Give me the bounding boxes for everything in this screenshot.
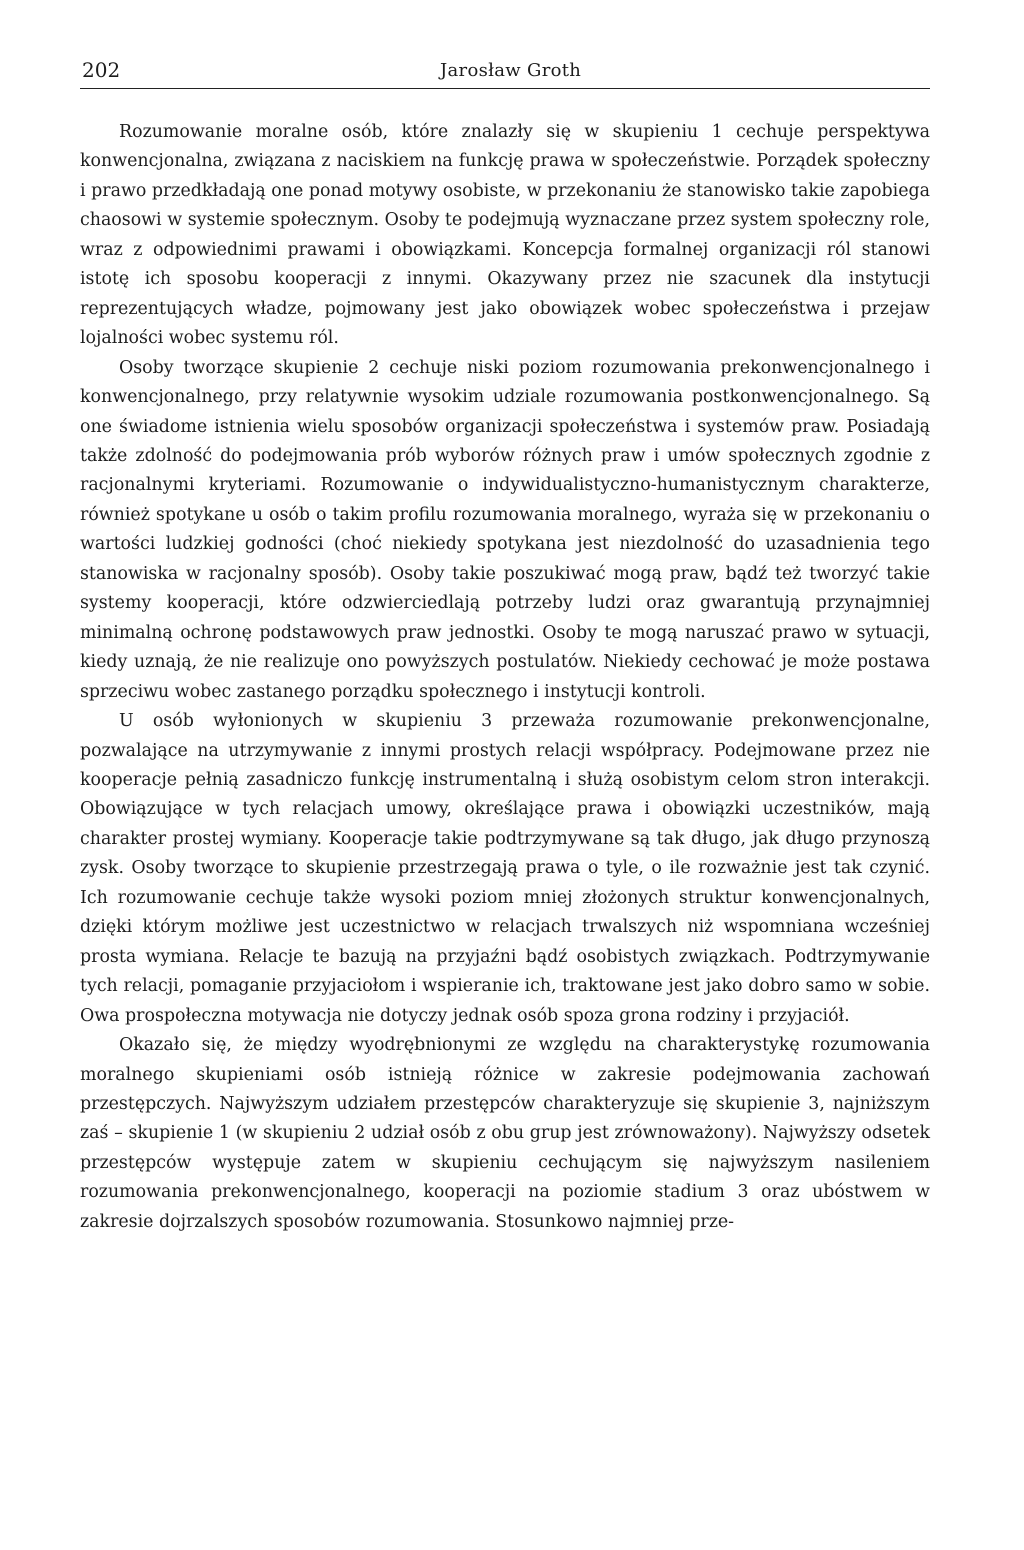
paragraph-cluster-1: Rozumowanie moralne osób, które znalazły się w skupieniu 1 cechuje perspektywa konwencjonalna, związana z naciskiem na funkcję prawa w społeczeństwie. Porządek społeczny i prawo przedkładają one ponad motywy osobiste, w przekonaniu że stanowisko takie zapobiega chaosowi w systemie społecznym. Osoby te podejmują wyznaczane przez system społeczny role, wraz z odpowiednimi prawami i obowiązkami. Koncepcja formalnej organizacji ról stanowi istotę ich sposobu kooperacji z innymi. Okazywany przez nie szacunek dla instytucji reprezentujących władze, pojmowany jest jako obowiązek wobec społeczeństwa i przejaw lojalności wobec systemu ról. [80,122,930,349]
running-head-author: Jarosław Groth [440,60,582,81]
page-header [80,58,930,89]
page-number: 202 [82,58,121,82]
paragraph-cluster-3: U osób wyłonionych w skupieniu 3 przeważa rozumowanie prekonwencjonalne, pozwalające na utrzymywanie z innymi prostych relacji współpracy. Podejmowane przez nie kooperacje pełnią zasadniczo funkcję instrumentalną i służą osobistym celom stron interakcji. Obowiązujące w tych relacjach umowy, określające prawa i obowiązki uczestników, mają charakter prostej wymiany. Kooperacje takie podtrzymywane są tak długo, jak długo przynoszą zysk. Osoby tworzące to skupienie przestrzegają prawa o tyle, o ile rozważnie jest tak czynić. Ich rozumowanie cechuje także wysoki poziom mniej złożonych struktur konwencjonalnych, dzięki którym możliwe jest uczestnictwo w relacjach trwalszych niż wspomniana wcześniej prosta wymiana. Relacje te bazują na przyjaźni bądź osobistych związkach. Podtrzymywanie tych relacji, pomaganie przyjaciołom i wspieranie ich, traktowane jest jako dobro samo w sobie. Owa prospołeczna motywacja nie dotyczy jednak osób spoza grona rodziny i przyjaciół. [80,711,930,1026]
body-text [80,118,930,1237]
paragraph-cluster-2: Osoby tworzące skupienie 2 cechuje niski poziom rozumowania prekonwencjonalnego i konwencjonalnego, przy relatywnie wysokim udziale rozumowania postkonwencjonalnego. Są one świadome istnienia wielu sposobów organizacji społeczeństwa i systemów praw. Posiadają także zdolność do podejmowania prób wyborów różnych praw i umów społecznych zgodnie z racjonalnymi kryteriami. Rozumowanie o indywidualistyczno-humanistycznym charakterze, również spotykane u osób o takim profilu rozumowania moralnego, wyraża się w przekonaniu o wartości ludzkiej godności (choć niekiedy spotykana jest niezdolność do uzasadnienia tego stanowiska w racjonalny sposób). Osoby takie poszukiwać mogą praw, bądź też tworzyć takie systemy kooperacji, które odzwierciedlają potrzeby ludzi oraz gwarantują przynajmniej minimalną ochronę podstawowych praw jednostki. Osoby te mogą naruszać prawo w sytuacji, kiedy uznają, że nie realizuje ono powyższych postulatów. Niekiedy cechować je może postawa sprzeciwu wobec zastanego porządku społecznego i instytucji kontroli. [80,357,930,702]
paragraph-crime-differences: Okazało się, że między wyodrębnionymi ze względu na charakterystykę rozumowania moralnego skupieniami osób istnieją różnice w zakresie podejmowania zachowań przestępczych. Najwyższym udziałem przestępców charakteryzuje się skupienie 3, najniższym zaś – skupienie 1 (w skupieniu 2 udział osób z obu grup jest zrównoważony). Najwyższy odsetek przestępców występuje zatem w skupieniu cechującym się najwyższym nasileniem rozumowania prekonwencjonalnego, kooperacji na poziomie stadium 3 oraz ubóstwem w zakresie dojrzalszych sposobów rozumowania. Stosunkowo najmniej prze- [80,1035,930,1232]
